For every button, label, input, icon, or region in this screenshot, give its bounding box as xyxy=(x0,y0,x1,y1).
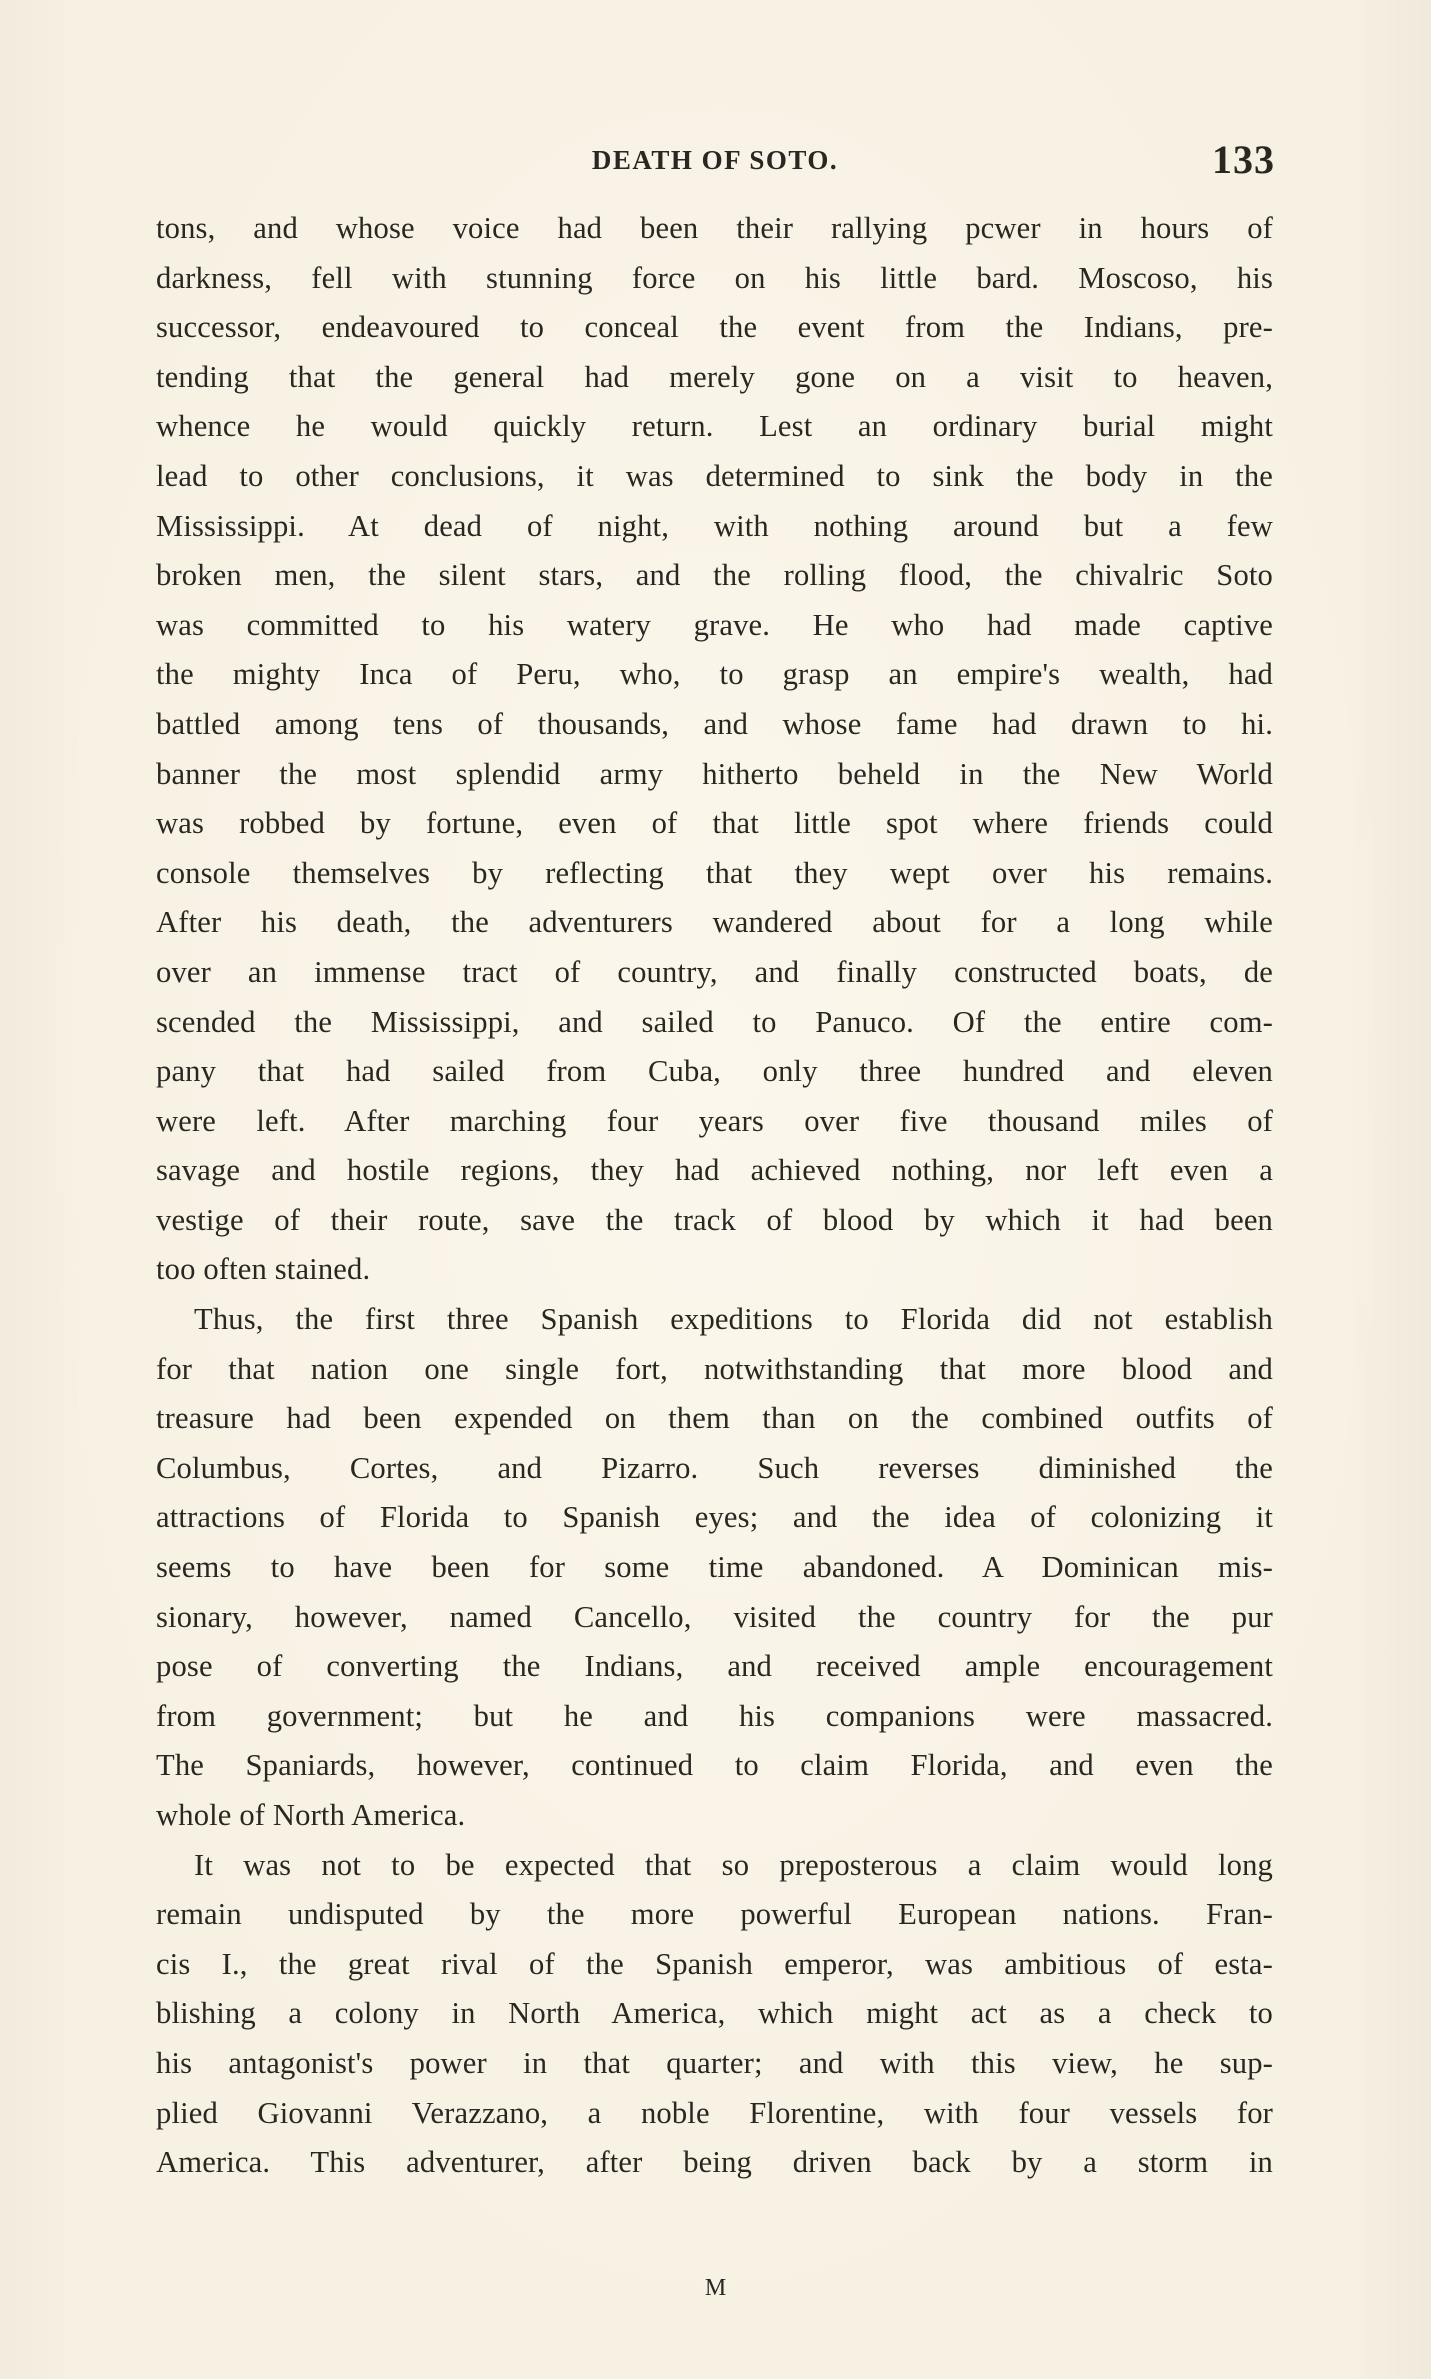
text-line: After his death, the adventurers wandered about for a long while xyxy=(156,905,1273,940)
paragraph-1 xyxy=(156,204,1273,1295)
text-line: from government; but he and his companions were massacred. xyxy=(156,1698,1273,1733)
text-line: sionary, however, named Cancello, visited the country for the pur xyxy=(156,1599,1273,1634)
text-line: darkness, fell with stunning force on his little bard. Moscoso, his xyxy=(156,260,1273,295)
text-line: pose of converting the Indians, and received ample encouragement xyxy=(156,1649,1273,1684)
text-line: tons, and whose voice had been their rallying pcwer in hours of xyxy=(156,211,1273,245)
text-line: attractions of Florida to Spanish eyes; and the idea of colonizing it xyxy=(156,1500,1273,1535)
text-line: lead to other conclusions, it was determined to sink the body in the xyxy=(156,458,1273,493)
text-line: his antagonist's power in that quarter; and with this view, he sup- xyxy=(156,2045,1273,2080)
text-line: successor, endeavoured to conceal the event from the Indians, pre- xyxy=(156,310,1273,345)
text-line: America. This adventurer, after being driven back by a storm in xyxy=(156,2145,1273,2180)
running-title: DEATH OF SOTO. xyxy=(591,145,839,175)
paragraph-3 xyxy=(156,1841,1273,2188)
page-number: 133 xyxy=(1212,137,1275,182)
text-line: too often stained. xyxy=(156,1252,371,1287)
text-line: vestige of their route, save the track of blood by which it had been xyxy=(156,1202,1273,1237)
text-line: over an immense tract of country, and finally constructed boats, de xyxy=(156,954,1273,989)
text-line: were left. After marching four years over five thousand miles of xyxy=(156,1103,1273,1138)
text-line: seems to have been for some time abandoned. A Dominican mis- xyxy=(156,1550,1273,1585)
text-line: for that nation one single fort, notwithstanding that more blood and xyxy=(156,1351,1273,1386)
signature-mark: M xyxy=(704,2275,727,2301)
text-line: whence he would quickly return. Lest an ordinary burial might xyxy=(156,409,1273,444)
text-line: tending that the general had merely gone on a visit to heaven, xyxy=(156,359,1273,394)
text-line: the mighty Inca of Peru, who, to grasp an empire's wealth, had xyxy=(156,657,1273,692)
running-head xyxy=(155,137,1275,200)
text-line: blishing a colony in North America, which might act as a check to xyxy=(156,1996,1273,2031)
text-line: banner the most splendid army hitherto beheld in the New World xyxy=(156,756,1273,791)
text-line: was committed to his watery grave. He who had made captive xyxy=(156,607,1273,642)
text-line: treasure had been expended on them than on the combined outfits of xyxy=(156,1401,1273,1436)
text-line: It was not to be expected that so preposterous a claim would long xyxy=(194,1847,1273,1882)
text-line: plied Giovanni Verazzano, a noble Florentine, with four vessels for xyxy=(156,2095,1273,2130)
text-line: The Spaniards, however, continued to claim Florida, and even the xyxy=(156,1748,1273,1783)
text-line: Mississippi. At dead of night, with nothing around but a few xyxy=(156,508,1273,543)
body-text xyxy=(156,204,1273,2188)
text-line: savage and hostile regions, they had achieved nothing, nor left even a xyxy=(156,1153,1273,1188)
text-line: remain undisputed by the more powerful European nations. Fran- xyxy=(156,1897,1273,1932)
text-line: was robbed by fortune, even of that little spot where friends could xyxy=(156,806,1273,841)
paragraph-2 xyxy=(156,1295,1273,1841)
text-line: battled among tens of thousands, and whose fame had drawn to hi. xyxy=(156,706,1273,741)
text-line: pany that had sailed from Cuba, only three hundred and eleven xyxy=(156,1054,1273,1089)
text-line: Thus, the first three Spanish expeditions to Florida did not establish xyxy=(194,1302,1273,1337)
text-line: console themselves by reflecting that they wept over his remains. xyxy=(156,855,1273,890)
text-line: scended the Mississippi, and sailed to Panuco. Of the entire com- xyxy=(156,1004,1273,1039)
text-line: cis I., the great rival of the Spanish emperor, was ambitious of esta- xyxy=(156,1946,1273,1981)
text-line: whole of North America. xyxy=(156,1798,466,1832)
text-line: Columbus, Cortes, and Pizarro. Such reverses diminished the xyxy=(156,1450,1273,1485)
text-line: broken men, the silent stars, and the rolling flood, the chivalric Soto xyxy=(156,558,1273,593)
